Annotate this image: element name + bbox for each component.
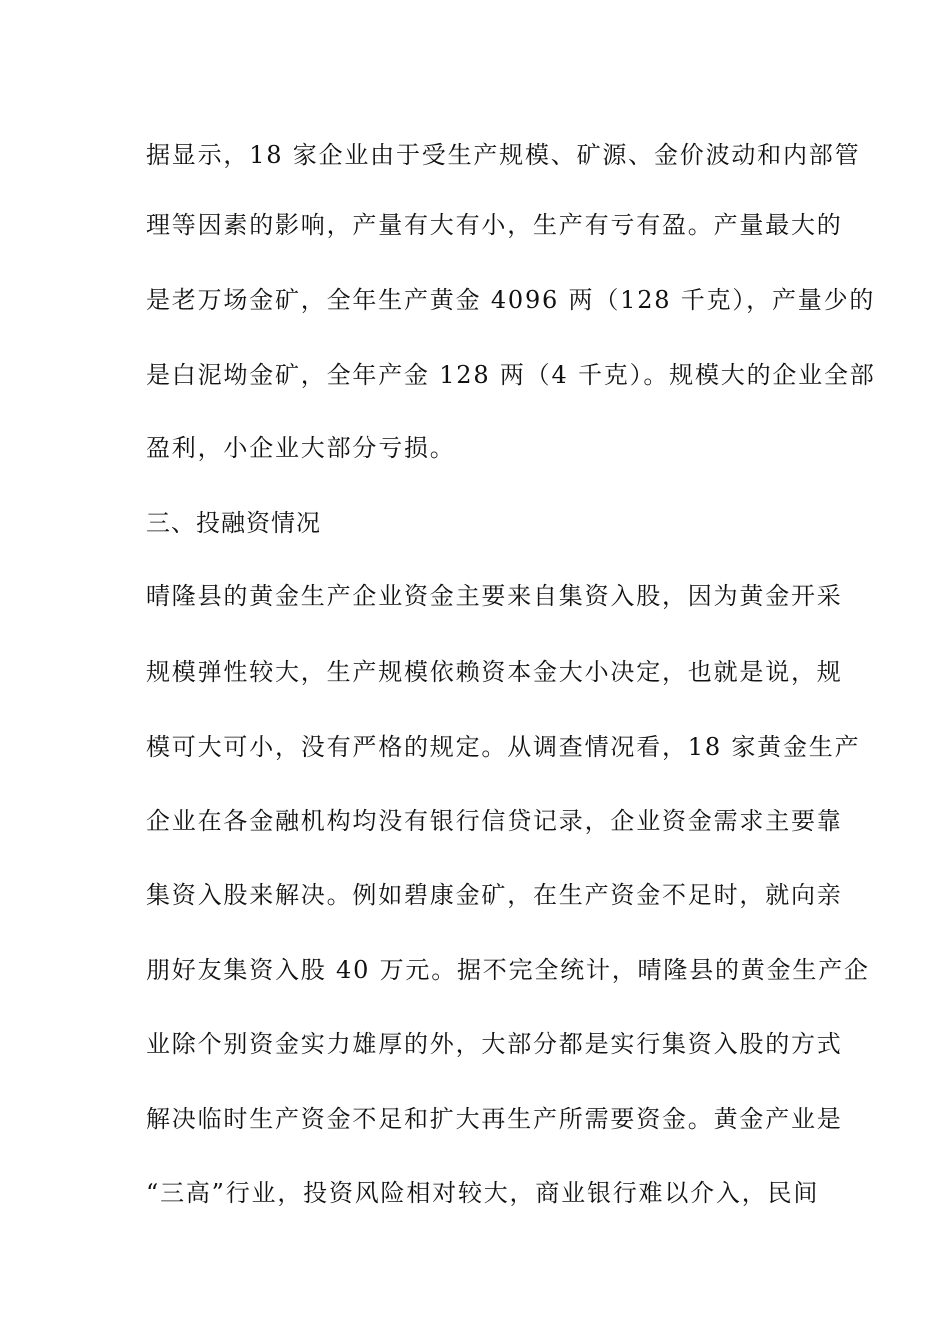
- section-heading: 三、投融资情况: [146, 509, 321, 537]
- paragraph-2-line-2: 规模弹性较大，生产规模依赖资本金大小决定，也就是说，规: [146, 658, 843, 686]
- paragraph-2-line-1: 晴隆县的黄金生产企业资金主要来自集资入股，因为黄金开采: [146, 582, 843, 610]
- paragraph-1-line-5: 盈利，小企业大部分亏损。: [146, 434, 456, 462]
- paragraph-1-line-3: 是老万场金矿，全年生产黄金 4096 两（128 千克），产量少的: [146, 286, 876, 314]
- paragraph-2-line-4: 企业在各金融机构均没有银行信贷记录，企业资金需求主要靠: [146, 807, 843, 835]
- paragraph-1-line-1: 据显示，18 家企业由于受生产规模、矿源、金价波动和内部管: [146, 141, 861, 169]
- paragraph-2-line-3: 模可大可小，没有严格的规定。从调查情况看，18 家黄金生产: [146, 733, 861, 761]
- paragraph-2-line-8: 解决临时生产资金不足和扩大再生产所需要资金。黄金产业是: [146, 1105, 843, 1133]
- paragraph-1-line-2: 理等因素的影响，产量有大有小，生产有亏有盈。产量最大的: [146, 211, 843, 239]
- paragraph-2-line-7: 业除个别资金实力雄厚的外，大部分都是实行集资入股的方式: [146, 1030, 843, 1058]
- paragraph-2-line-6: 朋好友集资入股 40 万元。据不完全统计，晴隆县的黄金生产企: [146, 956, 870, 984]
- paragraph-1-line-4: 是白泥坳金矿，全年产金 128 两（4 千克）。规模大的企业全部: [146, 361, 876, 389]
- paragraph-2-line-5: 集资入股来解决。例如碧康金矿，在生产资金不足时，就向亲: [146, 881, 843, 909]
- paragraph-2-line-9: “三高”行业，投资风险相对较大，商业银行难以介入，民间: [146, 1179, 820, 1207]
